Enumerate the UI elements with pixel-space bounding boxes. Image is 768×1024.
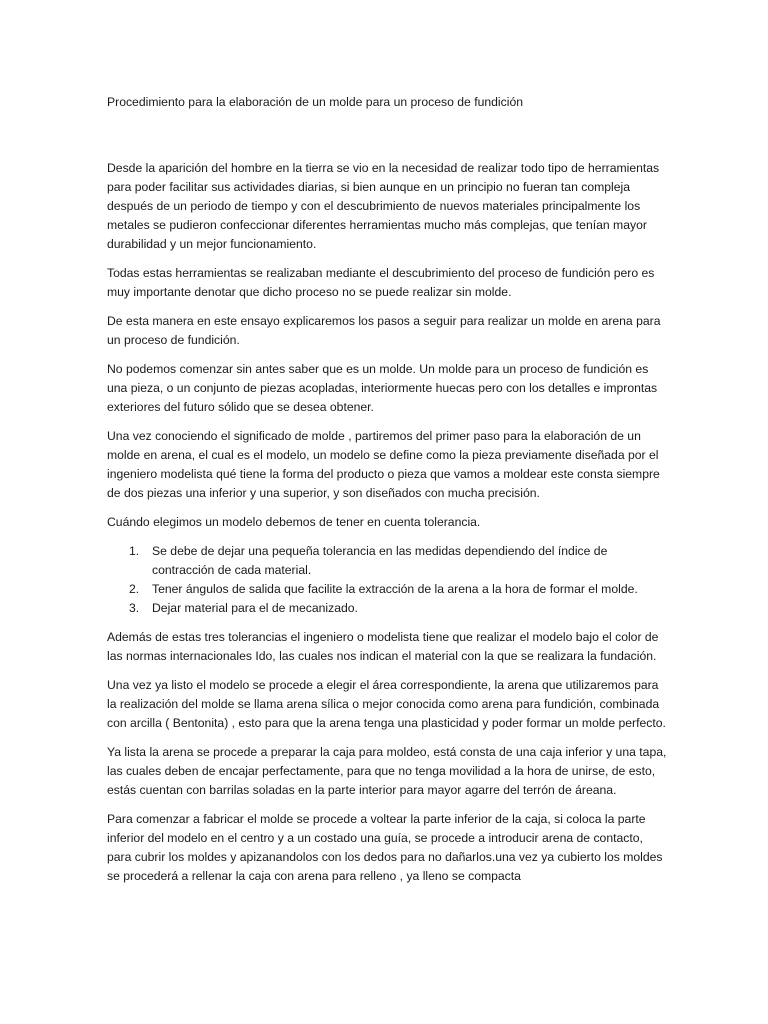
list-item-number: 2. [129,582,140,596]
paragraph-herramientas: Todas estas herramientas se realizaban mediante el descubrimiento del proceso de fundición pero es muy importante denotar que dicho proceso no se puede realizar sin molde. [107,266,655,299]
paragraph-ensayo: De esta manera en este ensayo explicaremos los pasos a seguir para realizar un molde en arena para un proceso de fundición. [107,314,661,347]
list-item-text: Dejar material para el de mecanizado. [152,601,358,615]
list-item-text: Tener ángulos de salida que facilite la extracción de la arena a la hora de formar el molde. [152,582,638,596]
paragraph-definicion-molde: No podemos comenzar sin antes saber que es un molde. Un molde para un proceso de fundición es una pieza, o un conjunto de piezas acopladas, interiormente huecas pero con los detalles e improntas exteriores del futuro sólido que se desea obtener. [107,362,658,414]
list-item [107,580,670,599]
list-item-number: 3. [129,601,140,615]
list-item-number: 1. [129,544,140,558]
paragraph-normas: Además de estas tres tolerancias el ingeniero o modelista tiene que realizar el modelo bajo el color de las normas internacionales Ido, las cuales nos indican el material con la que se realizara la fundación. [107,630,659,663]
paragraph-tolerancia: Cuándo elegimos un modelo debemos de tener en cuenta tolerancia. [107,515,481,529]
list-item-text: Se debe de dejar una pequeña tolerancia en las medidas dependiendo del índice de contracción de cada material. [152,544,608,577]
paragraph-fabricar-molde: Para comenzar a fabricar el molde se procede a voltear la parte inferior de la caja, si coloca la parte inferior del modelo en el centro y a un costado una guía, se procede a introducir arena de contacto, para cubrir los moldes y apizanandolos con los dedos para no dañarlos.una vez ya cubierto los moldes se procederá a rellenar la caja con arena para relleno , ya lleno se compacta [107,812,663,883]
paragraph-arena: Una vez ya listo el modelo se procede a elegir el área correspondiente, la arena que utilizaremos para la realización del molde se llama arena sílica o mejor conocida como arena para fundición, combinada con arcilla ( Bentonita) , esto para que la arena tenga una plasticidad y poder formar un molde perfecto. [107,678,666,730]
paragraph-modelo: Una vez conociendo el significado de molde , partiremos del primer paso para la elaboración de un molde en arena, el cual es el modelo, un modelo se define como la pieza previamente diseñada por el ingeniero modelista qué tiene la forma del producto o pieza que vamos a moldear este consta siempre de dos piezas una inferior y una superior, y son diseñados con mucha precisión. [107,429,660,500]
list-item [107,599,670,618]
tolerance-list [107,542,670,618]
list-item [107,542,670,580]
paragraph-caja: Ya lista la arena se procede a preparar la caja para moldeo, está consta de una caja inferior y una tapa, las cuales deben de encajar perfectamente, para que no tenga movilidad a la hora de unirse, de esto, estás cuentan con barrilas soladas en la parte interior para mayor agarre del terrón de áreana. [107,745,667,797]
document-title: Procedimiento para la elaboración de un molde para un proceso de fundición [107,95,523,109]
paragraph-intro: Desde la aparición del hombre en la tierra se vio en la necesidad de realizar todo tipo de herramientas para poder facilitar sus actividades diarias, si bien aunque en un principio no fueran tan compleja después de un periodo de tiempo y con el descubrimiento de nuevos materiales principalmente los metales se pudieron confeccionar diferentes herramientas mucho más complejas, que tenían mayor durabilidad y un mejor funcionamiento. [107,161,660,251]
